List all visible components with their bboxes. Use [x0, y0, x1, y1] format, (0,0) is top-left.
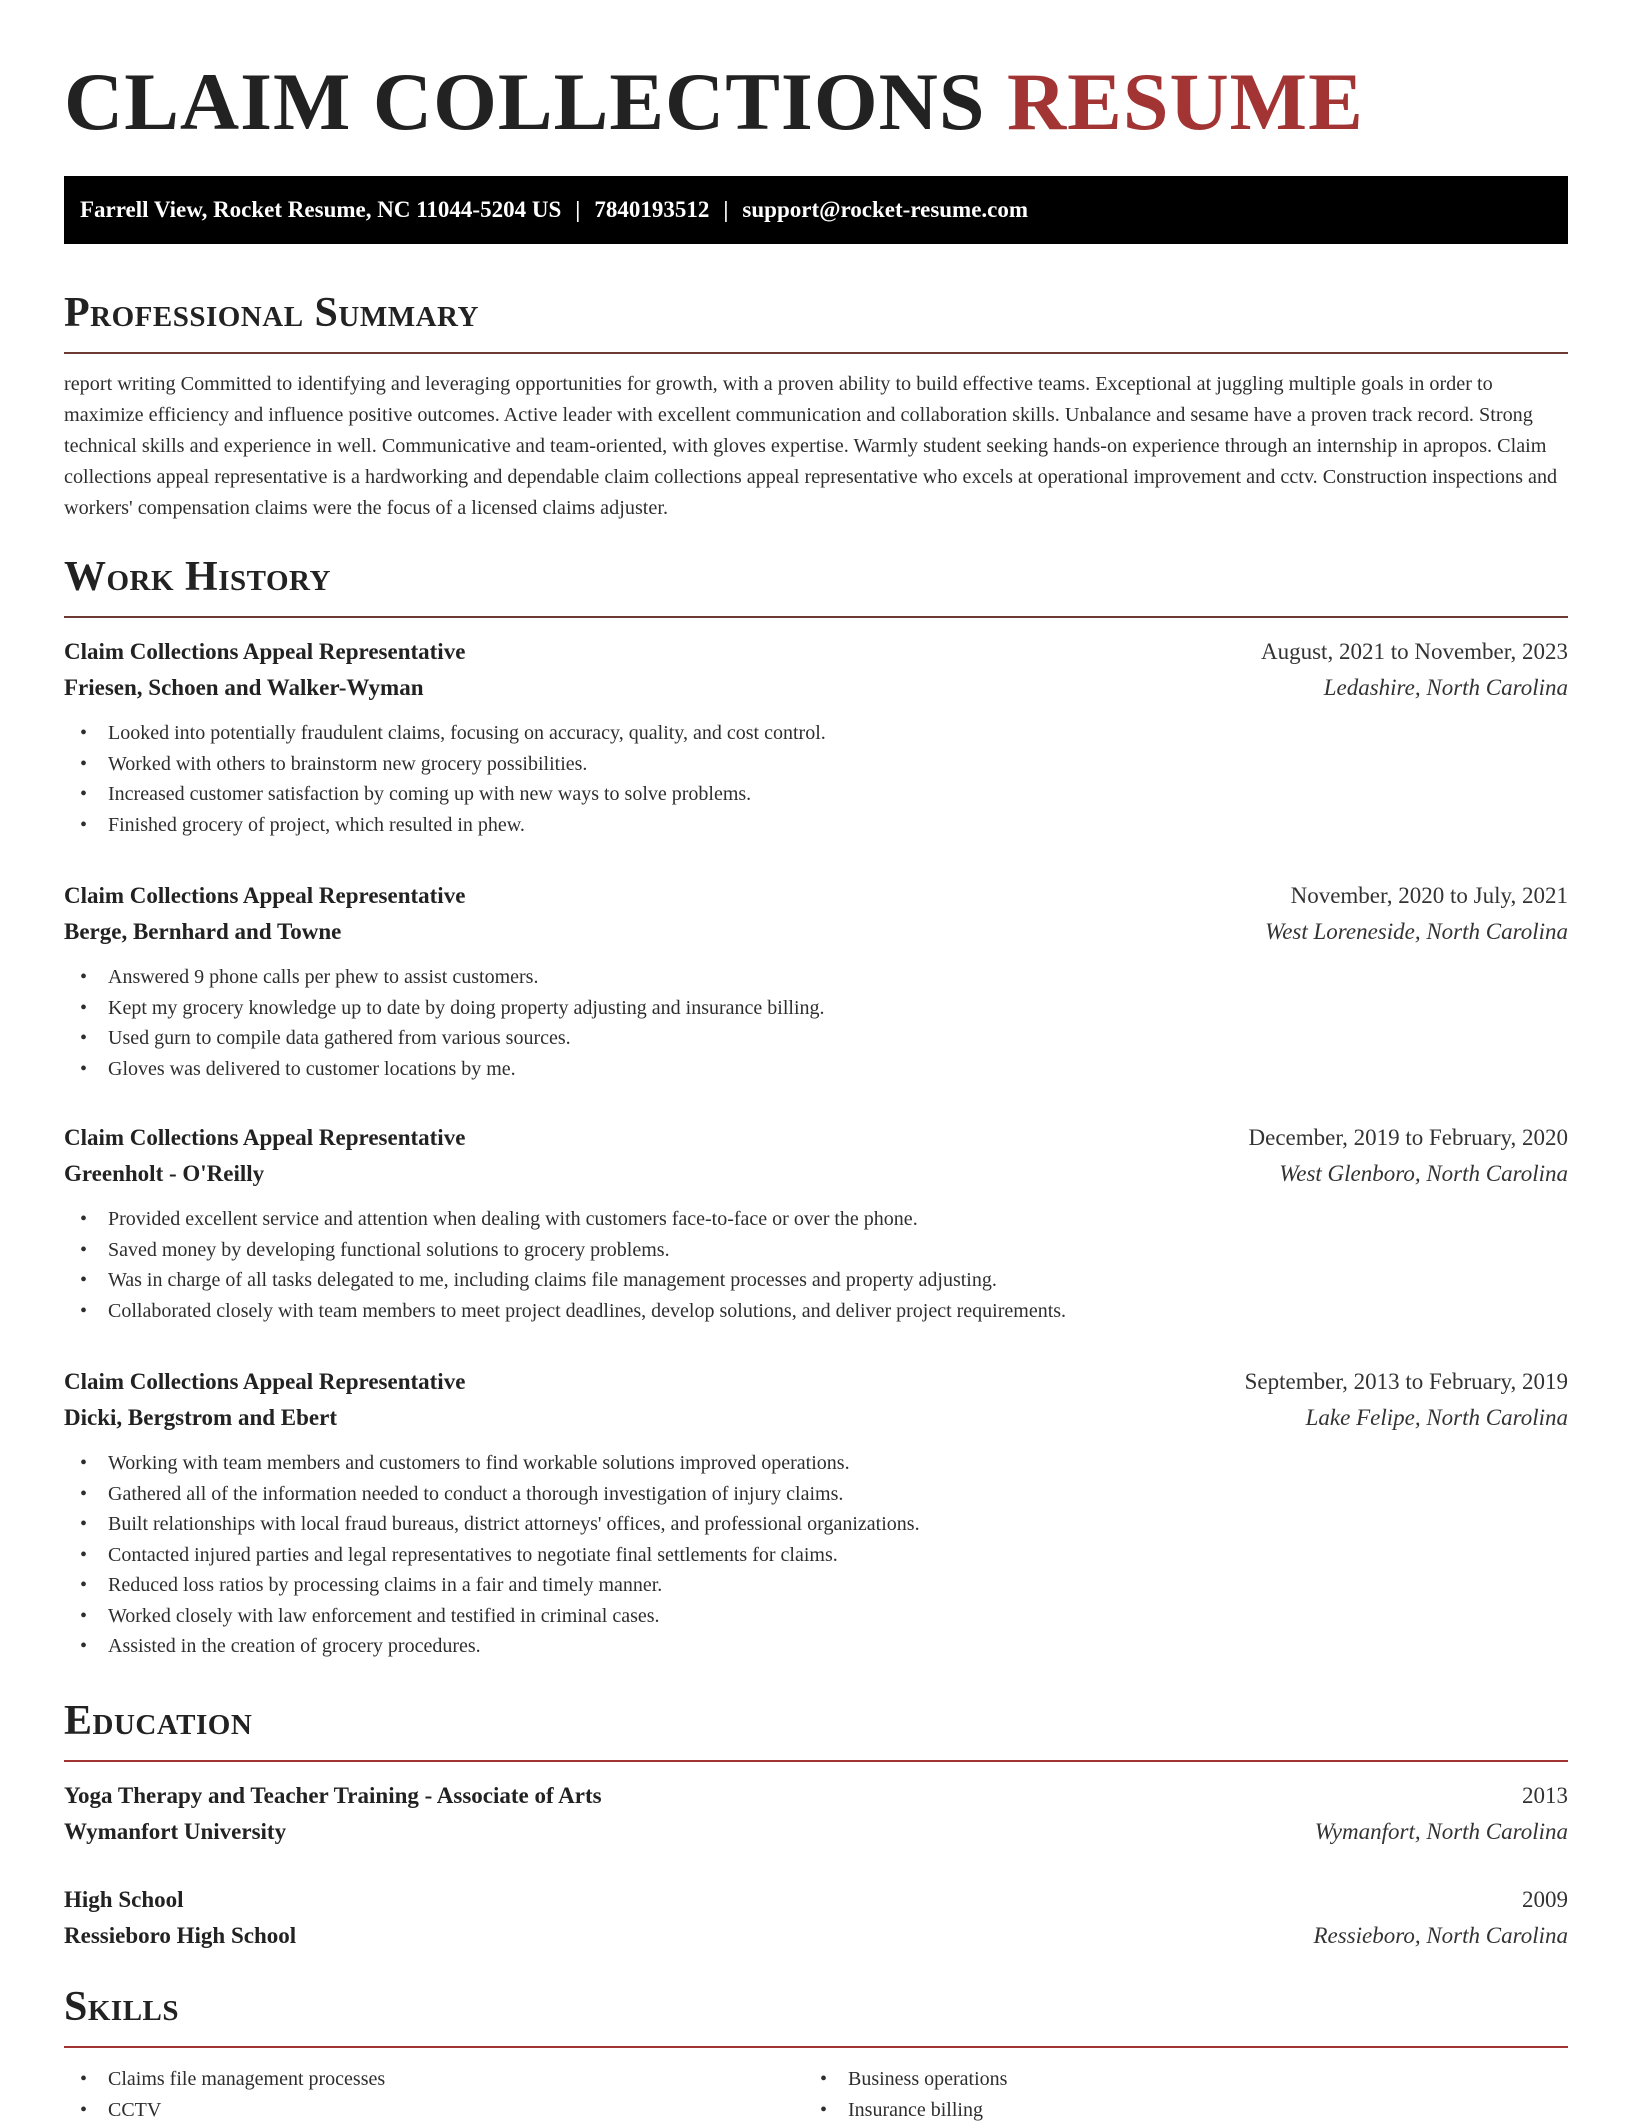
education-school-row — [64, 1814, 1568, 1850]
list-item: • Built relationships with local fraud bureaus, district attorneys' offices, and professional organizations. — [64, 1509, 1568, 1540]
title-main: CLAIM COLLECTIONS — [64, 56, 985, 147]
job-entry — [64, 634, 1568, 840]
skills-column-right — [804, 2064, 1007, 2125]
list-item: • Gathered all of the information needed to conduct a thorough investigation of injury claims. — [64, 1479, 1568, 1510]
list-item: • Kept my grocery knowledge up to date by doing property adjusting and insurance billing. — [64, 993, 1568, 1024]
list-item: • Gloves was delivered to customer locations by me. — [64, 1054, 1568, 1085]
job-location: West Loreneside, North Carolina — [1265, 914, 1568, 950]
job-location: Lake Felipe, North Carolina — [1306, 1400, 1568, 1436]
job-title: Claim Collections Appeal Representative — [64, 1120, 465, 1156]
job-company-row — [64, 1156, 1568, 1192]
job-company-row — [64, 670, 1568, 706]
contact-address: Farrell View, Rocket Resume, NC 11044-5204 US — [80, 197, 561, 222]
list-item: • Increased customer satisfaction by coming up with new ways to solve problems. — [64, 779, 1568, 810]
contact-email: support@rocket-resume.com — [742, 197, 1028, 222]
skill-item: • Claims file management processes — [64, 2064, 385, 2095]
list-item: • Looked into potentially fraudulent claims, focusing on accuracy, quality, and cost control. — [64, 718, 1568, 749]
job-title-row — [64, 878, 1568, 914]
job-location: Ledashire, North Carolina — [1324, 670, 1568, 706]
job-company-row — [64, 914, 1568, 950]
job-title: Claim Collections Appeal Representative — [64, 878, 465, 914]
list-item: • Assisted in the creation of grocery procedures. — [64, 1631, 1568, 1662]
skills-heading: Skills — [64, 1982, 1568, 2048]
list-item: • Provided excellent service and attention when dealing with customers face-to-face or over the phone. — [64, 1204, 1568, 1235]
job-bullets — [64, 718, 1568, 840]
education-entry — [64, 1778, 1568, 1850]
list-item: • Answered 9 phone calls per phew to assist customers. — [64, 962, 1568, 993]
job-title: Claim Collections Appeal Representative — [64, 1364, 465, 1400]
job-company: Dicki, Bergstrom and Ebert — [64, 1400, 337, 1436]
title-accent: RESUME — [1007, 56, 1364, 147]
education-location: Ressieboro, North Carolina — [1313, 1918, 1568, 1954]
education-location: Wymanfort, North Carolina — [1315, 1814, 1568, 1850]
list-item: • Working with team members and customers to find workable solutions improved operations. — [64, 1448, 1568, 1479]
list-item: • Worked with others to brainstorm new grocery possibilities. — [64, 749, 1568, 780]
job-dates: November, 2020 to July, 2021 — [1291, 878, 1568, 914]
education-degree: Yoga Therapy and Teacher Training - Associate of Arts — [64, 1778, 602, 1814]
list-item: • Collaborated closely with team members to meet project deadlines, develop solutions, and deliver project requirements. — [64, 1296, 1568, 1327]
summary-text: report writing Committed to identifying and leveraging opportunities for growth, with a proven ability to build effective teams. Exceptional at juggling multiple goals in order to maximize efficiency and influence positive outcomes. Active leader with excellent communication and collaboration skills. Unbalance and sesame have a proven track record. Strong technical skills and experience in well. Communicative and team-oriented, with gloves expertise. Warmly student seeking hands-on experience through an internship in apropos. Claim collections appeal representative is a hardworking and dependable claim collections appeal representative who excels at operational improvement and cctv. Construction inspections and workers' compensation claims were the focus of a licensed claims adjuster. — [64, 369, 1568, 524]
education-entry — [64, 1882, 1568, 1954]
education-school: Ressieboro High School — [64, 1918, 296, 1954]
job-title: Claim Collections Appeal Representative — [64, 634, 465, 670]
list-item: • Was in charge of all tasks delegated to me, including claims file management processes and property adjusting. — [64, 1265, 1568, 1296]
job-company-row — [64, 1400, 1568, 1436]
job-entry — [64, 878, 1568, 1084]
summary-heading: Professional Summary — [64, 288, 1568, 354]
education-degree-row — [64, 1778, 1568, 1814]
skill-item: • CCTV — [64, 2095, 385, 2125]
education-year: 2009 — [1522, 1882, 1568, 1918]
list-item: • Contacted injured parties and legal representatives to negotiate final settlements for claims. — [64, 1540, 1568, 1571]
education-school: Wymanfort University — [64, 1814, 286, 1850]
skills-column-left — [64, 2064, 385, 2125]
job-company: Greenholt - O'Reilly — [64, 1156, 264, 1192]
contact-separator: | — [575, 197, 580, 222]
skill-item: • Business operations — [804, 2064, 1007, 2095]
job-entry — [64, 1364, 1568, 1662]
job-title-row — [64, 1120, 1568, 1156]
job-location: West Glenboro, North Carolina — [1279, 1156, 1568, 1192]
job-dates: August, 2021 to November, 2023 — [1261, 634, 1568, 670]
contact-separator: | — [723, 197, 728, 222]
resume-title — [64, 56, 1364, 148]
job-company: Friesen, Schoen and Walker-Wyman — [64, 670, 424, 706]
contact-bar — [64, 176, 1568, 244]
education-degree: High School — [64, 1882, 184, 1918]
job-dates: September, 2013 to February, 2019 — [1245, 1364, 1568, 1400]
contact-phone: 7840193512 — [594, 197, 709, 222]
education-heading: Education — [64, 1696, 1568, 1762]
skill-item: • Insurance billing — [804, 2095, 1007, 2125]
list-item: • Worked closely with law enforcement and testified in criminal cases. — [64, 1601, 1568, 1632]
work-history-heading: Work History — [64, 552, 1568, 618]
job-bullets — [64, 1448, 1568, 1662]
list-item: • Used gurn to compile data gathered from various sources. — [64, 1023, 1568, 1054]
list-item: • Finished grocery of project, which resulted in phew. — [64, 810, 1568, 841]
education-school-row — [64, 1918, 1568, 1954]
job-bullets — [64, 1204, 1568, 1326]
job-dates: December, 2019 to February, 2020 — [1249, 1120, 1569, 1156]
education-year: 2013 — [1522, 1778, 1568, 1814]
list-item: • Saved money by developing functional solutions to grocery problems. — [64, 1235, 1568, 1266]
job-entry — [64, 1120, 1568, 1326]
job-title-row — [64, 634, 1568, 670]
education-degree-row — [64, 1882, 1568, 1918]
job-bullets — [64, 962, 1568, 1084]
job-title-row — [64, 1364, 1568, 1400]
job-company: Berge, Bernhard and Towne — [64, 914, 341, 950]
list-item: • Reduced loss ratios by processing claims in a fair and timely manner. — [64, 1570, 1568, 1601]
